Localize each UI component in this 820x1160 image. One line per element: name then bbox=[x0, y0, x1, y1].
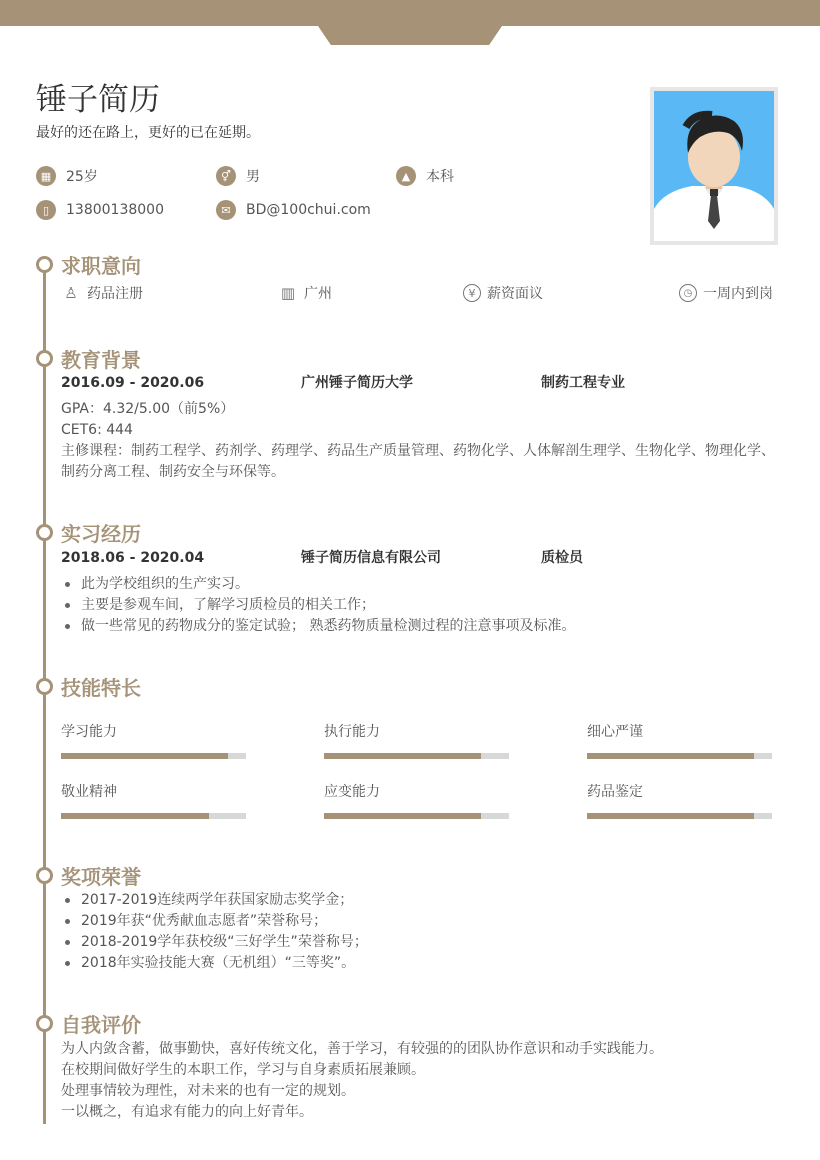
age-text: 25岁 bbox=[66, 169, 98, 185]
edu-major: 制药工程专业 bbox=[541, 375, 625, 391]
yen-icon: ¥ bbox=[463, 284, 481, 302]
section-education bbox=[36, 346, 141, 370]
intern-role: 质检员 bbox=[541, 550, 583, 566]
skill-bar-fill bbox=[324, 813, 481, 819]
section-title: 教育背景 bbox=[61, 347, 141, 372]
phone-icon: ▯ bbox=[36, 200, 56, 220]
top-banner bbox=[0, 0, 820, 26]
edu-courses-line1: 主修课程：制药工程学、药剂学、药理学、药品生产质量管理、药物化学、人体解剖生理学、生物化学、物理化学、 bbox=[61, 443, 775, 459]
skill-bar bbox=[587, 753, 772, 759]
avatar-illustration bbox=[654, 91, 774, 241]
email-text: BD@100chui.com bbox=[246, 202, 371, 218]
self-line: 一以概之，有追求有能力的向上好青年。 bbox=[61, 1104, 313, 1120]
section-title: 技能特长 bbox=[61, 675, 141, 700]
skill-bar bbox=[324, 813, 509, 819]
job-salary bbox=[463, 283, 543, 303]
intern-period: 2018.06 - 2020.04 bbox=[61, 550, 205, 566]
awards-list bbox=[61, 890, 368, 974]
intern-duties bbox=[61, 574, 575, 637]
calendar-icon: ▦ bbox=[36, 166, 56, 186]
mail-icon: ✉ bbox=[216, 200, 236, 220]
intern-company: 锤子简历信息有限公司 bbox=[301, 550, 441, 566]
clock-icon: ◷ bbox=[679, 284, 697, 302]
skill-bar bbox=[587, 813, 772, 819]
skill-bar-fill bbox=[587, 813, 754, 819]
list-item: 主要是参观车间，了解学习质检员的相关工作； bbox=[61, 595, 575, 616]
timeline-dot bbox=[36, 1015, 53, 1032]
skill-bar-fill bbox=[324, 753, 481, 759]
skill-bar bbox=[61, 813, 246, 819]
section-title: 求职意向 bbox=[61, 253, 141, 278]
section-skills bbox=[36, 674, 141, 698]
skill-label: 药品鉴定 bbox=[587, 784, 643, 800]
job-position-text: 药品注册 bbox=[87, 286, 143, 302]
phone-text: 13800138000 bbox=[66, 202, 164, 218]
gender-icon: ⚥ bbox=[216, 166, 236, 186]
tie-icon: ♙ bbox=[64, 284, 78, 302]
degree-text: 本科 bbox=[426, 169, 454, 185]
job-salary-text: 薪资面议 bbox=[487, 286, 543, 302]
skill-label: 应变能力 bbox=[324, 784, 380, 800]
info-gender bbox=[216, 166, 260, 186]
skill-label: 学习能力 bbox=[61, 724, 117, 740]
list-item: 2018-2019学年获校级“三好学生”荣誉称号； bbox=[61, 932, 368, 953]
edu-gpa: GPA：4.32/5.00（前5%） bbox=[61, 401, 235, 417]
info-email bbox=[216, 200, 371, 220]
resume-motto: 最好的还在路上，更好的已在延期。 bbox=[36, 125, 260, 141]
timeline-dot bbox=[36, 350, 53, 367]
gender-text: 男 bbox=[246, 169, 260, 185]
skill-label: 细心严谨 bbox=[587, 724, 643, 740]
section-internship bbox=[36, 520, 141, 544]
edu-period: 2016.09 - 2020.06 bbox=[61, 375, 205, 391]
list-item: 2019年获“优秀献血志愿者”荣誉称号； bbox=[61, 911, 368, 932]
section-title: 奖项荣誉 bbox=[61, 864, 141, 889]
self-line: 处理事情较为理性，对未来的也有一定的规划。 bbox=[61, 1083, 355, 1099]
job-position bbox=[61, 283, 143, 303]
skill-bar-fill bbox=[587, 753, 754, 759]
top-banner-tab bbox=[318, 26, 502, 45]
list-item: 此为学校组织的生产实习。 bbox=[61, 574, 575, 595]
edu-cet: CET6: 444 bbox=[61, 422, 133, 438]
info-age bbox=[36, 166, 98, 186]
section-awards bbox=[36, 863, 141, 887]
self-line: 在校期间做好学生的本职工作，学习与自身素质拓展兼顾。 bbox=[61, 1062, 425, 1078]
graduation-cap-icon: ▲ bbox=[396, 166, 416, 186]
timeline-dot bbox=[36, 678, 53, 695]
self-line: 为人内敛含蓄，做事勤快，喜好传统文化，善于学习，有较强的的团队协作意识和动手实践能力。 bbox=[61, 1041, 663, 1057]
skill-label: 敬业精神 bbox=[61, 784, 117, 800]
edu-courses-line2: 制药分离工程、制药安全与环保等。 bbox=[61, 464, 285, 480]
job-city bbox=[278, 283, 332, 303]
skill-label: 执行能力 bbox=[324, 724, 380, 740]
skill-bar bbox=[61, 753, 246, 759]
timeline-dot bbox=[36, 867, 53, 884]
info-phone bbox=[36, 200, 164, 220]
skill-bar-fill bbox=[61, 813, 209, 819]
job-start bbox=[679, 283, 773, 303]
resume-name: 锤子简历 bbox=[36, 82, 160, 118]
section-title: 自我评价 bbox=[61, 1012, 141, 1037]
list-item: 做一些常见的药物成分的鉴定试验； 熟悉药物质量检测过程的注意事项及标准。 bbox=[61, 616, 575, 637]
info-degree bbox=[396, 166, 454, 186]
job-start-text: 一周内到岗 bbox=[703, 286, 773, 302]
skill-bar-fill bbox=[61, 753, 228, 759]
timeline-dot bbox=[36, 256, 53, 273]
section-title: 实习经历 bbox=[61, 521, 141, 546]
edu-school: 广州锤子简历大学 bbox=[301, 375, 413, 391]
section-self-evaluation bbox=[36, 1011, 141, 1035]
timeline-dot bbox=[36, 524, 53, 541]
skill-bar bbox=[324, 753, 509, 759]
section-job-intention bbox=[36, 252, 141, 276]
list-item: 2018年实验技能大赛（无机组）“三等奖”。 bbox=[61, 953, 368, 974]
job-city-text: 广州 bbox=[304, 286, 332, 302]
avatar bbox=[650, 87, 778, 245]
building-icon: ▥ bbox=[280, 284, 296, 302]
list-item: 2017-2019连续两学年获国家励志奖学金； bbox=[61, 890, 368, 911]
